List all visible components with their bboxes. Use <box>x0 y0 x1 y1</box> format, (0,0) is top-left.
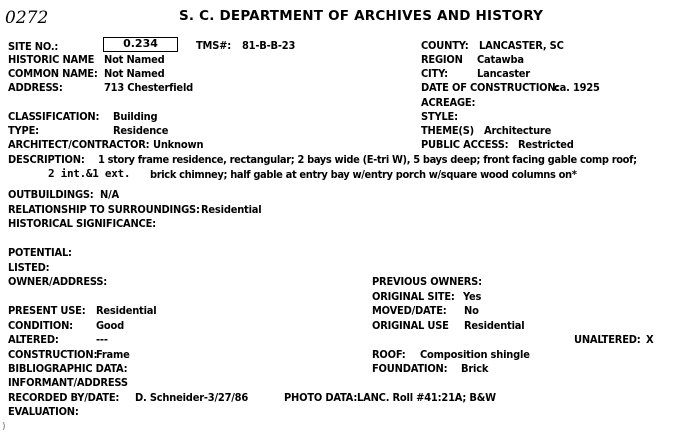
historic-name-value: Not Named <box>104 53 165 66</box>
moved-date-label: MOVED/DATE: <box>372 304 447 317</box>
unaltered-label: UNALTERED: <box>574 333 641 346</box>
evaluation-label: EVALUATION: <box>8 405 79 418</box>
site-no-box: 0.234 <box>103 37 178 52</box>
photo-data-label: PHOTO DATA: <box>284 391 358 404</box>
recorded-by-value: D. Schneider-3/27/86 <box>135 391 249 404</box>
tms-label: TMS#: <box>196 39 231 52</box>
construction-value: Frame <box>96 348 130 361</box>
public-access-label: PUBLIC ACCESS: <box>421 138 509 151</box>
original-site-value: Yes <box>463 290 482 303</box>
foundation-label: FOUNDATION: <box>372 362 448 375</box>
relationship-label: RELATIONSHIP TO SURROUNDINGS: <box>8 203 200 216</box>
owner-address-label: OWNER/ADDRESS: <box>8 275 108 288</box>
tms-value: 81-B-B-23 <box>242 39 296 52</box>
themes-value: Architecture <box>484 124 552 137</box>
architect-label: ARCHITECT/CONTRACTOR: <box>8 138 150 151</box>
description-line-2: brick chimney; half gable at entry bay w/entry porch w/square wood columns on* <box>150 168 577 181</box>
city-label: CITY: <box>421 67 448 80</box>
page-title: S. C. DEPARTMENT OF ARCHIVES AND HISTORY <box>179 8 544 24</box>
county-value: LANCASTER, SC <box>479 39 564 52</box>
unaltered-value: X <box>646 333 654 346</box>
architect-value: Unknown <box>153 138 204 151</box>
original-use-label: ORIGINAL USE <box>372 319 449 332</box>
potential-label: POTENTIAL: <box>8 246 72 259</box>
site-no-label: SITE NO.: <box>8 40 59 53</box>
historic-name-label: HISTORIC NAME <box>8 53 95 66</box>
condition-label: CONDITION: <box>8 319 73 332</box>
present-use-value: Residential <box>96 304 157 317</box>
altered-label: ALTERED: <box>8 333 59 346</box>
type-label: TYPE: <box>8 124 39 137</box>
bibliographic-label: BIBLIOGRAPHIC DATA: <box>8 362 128 375</box>
original-site-label: ORIGINAL SITE: <box>372 290 455 303</box>
county-label: COUNTY: <box>421 39 469 52</box>
description-line-2-typed: 2 int.&1 ext. <box>48 167 131 180</box>
photo-data-value: LANC. Roll #41:21A; B&W <box>357 391 496 404</box>
classification-value: Building <box>113 110 158 123</box>
common-name-value: Not Named <box>104 67 165 80</box>
classification-label: CLASSIFICATION: <box>8 110 100 123</box>
foundation-value: Brick <box>461 362 489 375</box>
scan-mark: ) <box>2 422 6 432</box>
region-label: REGION <box>421 53 463 66</box>
city-value: Lancaster <box>477 67 530 80</box>
altered-value: --- <box>96 333 108 346</box>
informant-label: INFORMANT/ADDRESS <box>8 376 128 389</box>
date-of-construction-label: DATE OF CONSTRUCTION: <box>421 81 560 94</box>
outbuildings-value: N/A <box>100 188 119 201</box>
date-of-construction-value: ca. 1925 <box>554 81 600 94</box>
address-label: ADDRESS: <box>8 81 63 94</box>
outbuildings-label: OUTBUILDINGS: <box>8 188 94 201</box>
public-access-value: Restricted <box>518 138 574 151</box>
style-label: STYLE: <box>421 110 458 123</box>
present-use-label: PRESENT USE: <box>8 304 86 317</box>
roof-value: Composition shingle <box>420 348 530 361</box>
relationship-value: Residential <box>201 203 262 216</box>
region-value: Catawba <box>477 53 524 66</box>
construction-label: CONSTRUCTION: <box>8 348 98 361</box>
description-line-1: 1 story frame residence, rectangular; 2 bays wide (E-tri W), 5 bays deep; front facing gable comp roof; <box>98 153 637 166</box>
acreage-label: ACREAGE: <box>421 96 476 109</box>
listed-label: LISTED: <box>8 261 50 274</box>
historical-significance-label: HISTORICAL SIGNIFICANCE: <box>8 217 156 230</box>
roof-label: ROOF: <box>372 348 406 361</box>
common-name-label: COMMON NAME: <box>8 67 98 80</box>
moved-date-value: No <box>464 304 479 317</box>
themes-label: THEME(S) <box>421 124 474 137</box>
description-label: DESCRIPTION: <box>8 153 85 166</box>
previous-owners-label: PREVIOUS OWNERS: <box>372 275 482 288</box>
address-value: 713 Chesterfield <box>104 81 194 94</box>
handwritten-file-number: 0272 <box>5 8 49 28</box>
type-value: Residence <box>113 124 169 137</box>
condition-value: Good <box>96 319 125 332</box>
original-use-value: Residential <box>464 319 525 332</box>
recorded-by-label: RECORDED BY/DATE: <box>8 391 120 404</box>
